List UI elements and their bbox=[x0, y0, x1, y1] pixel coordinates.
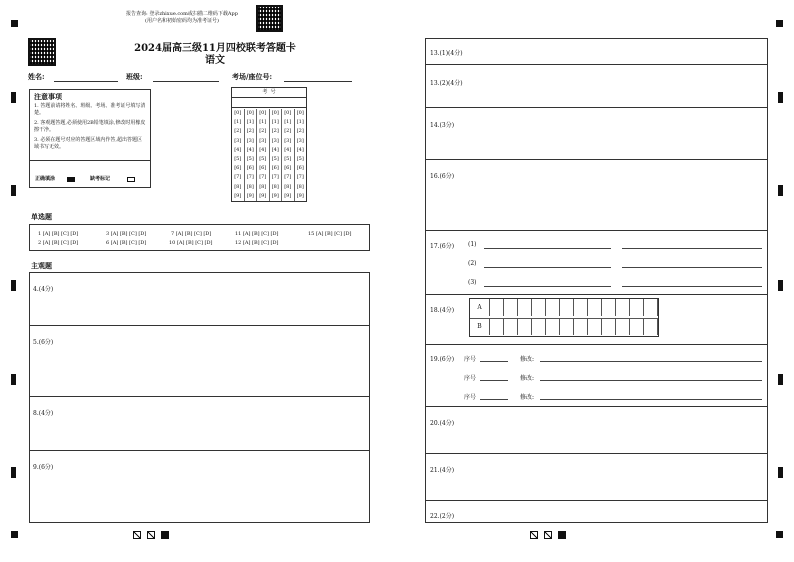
exam-digit-bubble[interactable]: [0] bbox=[234, 110, 242, 116]
exam-digit-bubble[interactable]: [5] bbox=[296, 156, 304, 163]
exam-digit-bubble[interactable]: [5] bbox=[234, 156, 242, 163]
sheet-title: 2024届高三级11月四校联考答题卡 bbox=[134, 43, 296, 54]
q13-1-label: 13.(1)(4分) bbox=[430, 50, 463, 57]
exam-digit-bubble[interactable]: [7] bbox=[259, 174, 267, 181]
notes-item-3: 3. 必须在题号对应的答题区域内作答,超出答题区域书写无效。 bbox=[34, 137, 142, 150]
exam-digit-bubble[interactable]: [6] bbox=[234, 165, 242, 172]
exam-digit-bubble[interactable]: [9] bbox=[259, 192, 267, 199]
exam-digit-bubble[interactable]: [7] bbox=[246, 174, 254, 181]
q18-label: 18.(4分) bbox=[430, 307, 455, 314]
notes-item-2: 2. 客观题答题,必须使用2B铅笔填涂,修改时用橡皮擦干净。 bbox=[34, 120, 146, 133]
exam-digit-bubble[interactable]: [3] bbox=[284, 137, 292, 144]
q9-label: 9.(6分) bbox=[33, 464, 54, 471]
exam-digit-bubble[interactable]: [7] bbox=[234, 174, 242, 181]
q17-sub-2: (2) bbox=[468, 260, 477, 267]
q14-label: 14.(3分) bbox=[430, 122, 455, 129]
q13-1-divider bbox=[426, 64, 767, 65]
exam-digit-bubble[interactable]: [5] bbox=[284, 156, 292, 163]
q19-label: 19.(6分) bbox=[430, 356, 455, 363]
correct-fill-sample bbox=[67, 177, 75, 182]
q21-divider bbox=[426, 500, 767, 501]
name-label: 姓名: bbox=[28, 72, 45, 81]
exam-digit-bubble[interactable]: [2] bbox=[259, 128, 267, 135]
exam-digit-bubble[interactable]: [4] bbox=[259, 146, 267, 153]
exam-digit-bubble[interactable]: [0] bbox=[271, 110, 279, 116]
exam-digit-bubble[interactable]: [2] bbox=[284, 128, 292, 135]
exam-digit-bubble[interactable]: [3] bbox=[271, 137, 279, 144]
q17-line-3b[interactable] bbox=[622, 277, 762, 287]
mc-question[interactable]: 6 [A] [B] [C] [D] bbox=[106, 240, 147, 246]
exam-digit-bubble[interactable]: [5] bbox=[246, 156, 254, 163]
mc-question[interactable]: 7 [A] [B] [C] [D] bbox=[171, 231, 212, 237]
exam-digit-bubble[interactable]: [9] bbox=[246, 192, 254, 199]
q17-sub-1: (1) bbox=[468, 241, 477, 248]
q8-label: 8.(4分) bbox=[33, 410, 54, 417]
exam-digit-bubble[interactable]: [0] bbox=[259, 110, 267, 116]
q17-divider bbox=[426, 294, 767, 295]
align-mark bbox=[11, 280, 16, 291]
exam-digit-bubble[interactable]: [3] bbox=[296, 137, 304, 144]
exam-digit-bubble[interactable]: [1] bbox=[259, 119, 267, 126]
exam-number-column bbox=[257, 109, 270, 201]
exam-digit-bubble[interactable]: [6] bbox=[246, 165, 254, 172]
page-mark-slash bbox=[147, 531, 155, 539]
q17-line-2a[interactable] bbox=[484, 258, 611, 268]
subject-title: 语文 bbox=[205, 55, 225, 66]
q17-line-1b[interactable] bbox=[622, 239, 762, 249]
mc-box bbox=[29, 224, 370, 251]
exam-digit-bubble[interactable]: [9] bbox=[234, 192, 242, 199]
align-mark bbox=[778, 280, 783, 291]
q18-grid bbox=[469, 298, 659, 337]
q19-seq-1: 序号 bbox=[464, 356, 477, 363]
exam-digit-bubble[interactable]: [7] bbox=[284, 174, 292, 181]
exam-digit-bubble[interactable]: [1] bbox=[234, 119, 242, 126]
q5-label: 5.(6分) bbox=[33, 339, 54, 346]
q8-divider bbox=[30, 450, 369, 451]
page-mark-slash bbox=[544, 531, 552, 539]
align-mark bbox=[11, 185, 16, 196]
class-label: 班级: bbox=[126, 72, 143, 81]
exam-digit-bubble[interactable]: [6] bbox=[284, 165, 292, 172]
exam-number-label: 考 号 bbox=[262, 89, 276, 95]
exam-digit-bubble[interactable]: [2] bbox=[234, 128, 242, 135]
exam-digit-bubble[interactable]: [7] bbox=[296, 174, 304, 181]
mc-question[interactable]: 15 [A] [B] [C] [D] bbox=[308, 231, 352, 237]
report-notice-line2: (用户名和初始密码均为准考证号) bbox=[145, 18, 219, 24]
exam-digit-bubble[interactable]: [2] bbox=[246, 128, 254, 135]
corner-mark-top-left bbox=[11, 20, 18, 27]
exam-digit-bubble[interactable]: [3] bbox=[234, 137, 242, 144]
exam-digit-bubble[interactable]: [4] bbox=[234, 146, 242, 153]
align-mark bbox=[778, 467, 783, 478]
exam-digit-bubble[interactable]: [0] bbox=[284, 110, 292, 116]
q18-row-a-label: A bbox=[470, 299, 490, 316]
exam-digit-bubble[interactable]: [4] bbox=[271, 146, 279, 153]
mc-question[interactable]: 2 [A] [B] [C] [D] bbox=[38, 240, 79, 246]
q20-divider bbox=[426, 453, 767, 454]
q19-seq-line-3[interactable] bbox=[480, 390, 508, 400]
exam-number-column bbox=[295, 109, 307, 201]
exam-number-divider bbox=[232, 97, 306, 98]
q18-row-a bbox=[470, 299, 658, 319]
exam-number-grid bbox=[231, 87, 307, 202]
q19-seq-2: 序号 bbox=[464, 375, 477, 382]
exam-digit-bubble[interactable]: [8] bbox=[259, 183, 267, 190]
exam-digit-bubble[interactable]: [1] bbox=[284, 119, 292, 126]
exam-digit-bubble[interactable]: [2] bbox=[271, 128, 279, 135]
exam-digit-bubble[interactable]: [6] bbox=[296, 165, 304, 172]
q19-fix-line-1[interactable] bbox=[540, 352, 762, 362]
align-mark bbox=[778, 374, 783, 385]
exam-number-column bbox=[245, 109, 258, 201]
mc-question[interactable]: 12 [A] [B] [C] [D] bbox=[235, 240, 279, 246]
name-field[interactable] bbox=[54, 72, 118, 82]
exam-digit-bubble[interactable]: [9] bbox=[271, 192, 279, 199]
q14-divider bbox=[426, 159, 767, 160]
mc-question[interactable]: 1 [A] [B] [C] [D] bbox=[38, 231, 79, 237]
q13-2-divider bbox=[426, 107, 767, 108]
mc-title: 单选题 bbox=[31, 212, 52, 221]
seat-label: 考场/座位号: bbox=[232, 72, 273, 81]
seat-field[interactable] bbox=[284, 72, 352, 82]
q5-divider bbox=[30, 396, 369, 397]
exam-digit-bubble[interactable]: [8] bbox=[234, 183, 242, 190]
subjective-title: 主观题 bbox=[31, 261, 52, 270]
exam-digit-bubble[interactable]: [1] bbox=[271, 119, 279, 126]
q4-label: 4.(4分) bbox=[33, 286, 54, 293]
page-mark-slash bbox=[530, 531, 538, 539]
exam-digit-bubble[interactable]: [5] bbox=[259, 156, 267, 163]
align-mark bbox=[778, 92, 783, 103]
exam-digit-bubble[interactable]: [4] bbox=[296, 146, 304, 153]
q19-fix-1: 修改: bbox=[520, 356, 535, 363]
exam-digit-bubble[interactable]: [3] bbox=[246, 137, 254, 144]
exam-number-column bbox=[232, 109, 245, 201]
corner-mark-bottom-right bbox=[776, 531, 783, 538]
exam-number-column bbox=[270, 109, 283, 201]
q16-divider bbox=[426, 230, 767, 231]
subjective-box-right bbox=[425, 38, 768, 523]
exam-digit-bubble[interactable]: [8] bbox=[271, 183, 279, 190]
app-qr-code bbox=[256, 5, 283, 32]
exam-digit-bubble[interactable]: [9] bbox=[284, 192, 292, 199]
align-mark bbox=[778, 185, 783, 196]
exam-digit-bubble[interactable]: [1] bbox=[246, 119, 254, 126]
report-notice-line1: 报告查询: 登录zhixue.com或扫描二维码下载App bbox=[126, 11, 238, 17]
q19-seq-3: 序号 bbox=[464, 394, 477, 401]
notes-item-1: 1. 答题前请将姓名、班级、考场、准考证号填写清楚。 bbox=[34, 103, 146, 116]
q17-line-2b[interactable] bbox=[622, 258, 762, 268]
exam-digit-bubble[interactable]: [8] bbox=[284, 183, 292, 190]
q19-seq-line-2[interactable] bbox=[480, 371, 508, 381]
q17-sub-3: (3) bbox=[468, 279, 477, 286]
q22-label: 22.(2分) bbox=[430, 513, 455, 520]
q17-label: 17.(6分) bbox=[430, 243, 455, 250]
page-mark-solid bbox=[161, 531, 169, 539]
corner-mark-bottom-left bbox=[11, 531, 18, 538]
q4-divider bbox=[30, 325, 369, 326]
q18-row-b bbox=[470, 318, 658, 337]
q19-fix-line-3[interactable] bbox=[540, 390, 762, 400]
mc-question[interactable]: 11 [A] [B] [C] [D] bbox=[235, 231, 279, 237]
exam-digit-bubble[interactable]: [6] bbox=[271, 165, 279, 172]
align-mark bbox=[11, 467, 16, 478]
exam-number-columns bbox=[232, 109, 306, 201]
q19-fix-3: 修改: bbox=[520, 394, 535, 401]
corner-mark-top-right bbox=[776, 20, 783, 27]
exam-number-write-row bbox=[232, 107, 306, 108]
q18-divider bbox=[426, 344, 767, 345]
exam-digit-bubble[interactable]: [9] bbox=[296, 192, 304, 199]
subjective-box-left bbox=[29, 272, 370, 523]
page-mark-slash bbox=[133, 531, 141, 539]
q19-divider bbox=[426, 406, 767, 407]
q17-line-1a[interactable] bbox=[484, 239, 611, 249]
notes-box bbox=[29, 89, 151, 188]
exam-number-column bbox=[282, 109, 295, 201]
exam-digit-bubble[interactable]: [6] bbox=[259, 165, 267, 172]
q18-row-b-label: B bbox=[470, 318, 490, 335]
notes-divider bbox=[30, 160, 150, 161]
q13-2-label: 13.(2)(4分) bbox=[430, 80, 463, 87]
q20-label: 20.(4分) bbox=[430, 420, 455, 427]
notes-title: 注意事项 bbox=[34, 92, 62, 101]
exam-digit-bubble[interactable]: [0] bbox=[296, 110, 304, 116]
exam-digit-bubble[interactable]: [2] bbox=[296, 128, 304, 135]
mc-question[interactable]: 10 [A] [B] [C] [D] bbox=[169, 240, 213, 246]
exam-digit-bubble[interactable]: [5] bbox=[271, 156, 279, 163]
exam-digit-bubble[interactable]: [1] bbox=[296, 119, 304, 126]
page-mark-solid bbox=[558, 531, 566, 539]
q21-label: 21.(4分) bbox=[430, 467, 455, 474]
q19-seq-line-1[interactable] bbox=[480, 352, 508, 362]
exam-digit-bubble[interactable]: [8] bbox=[246, 183, 254, 190]
q17-line-3a[interactable] bbox=[484, 277, 611, 287]
exam-digit-bubble[interactable]: [0] bbox=[246, 110, 254, 116]
exam-digit-bubble[interactable]: [8] bbox=[296, 183, 304, 190]
q19-fix-line-2[interactable] bbox=[540, 371, 762, 381]
align-mark bbox=[11, 374, 16, 385]
q19-fix-2: 修改: bbox=[520, 375, 535, 382]
missing-mark-box[interactable] bbox=[127, 177, 135, 182]
missing-mark-label: 缺考标记 bbox=[90, 176, 111, 182]
align-mark bbox=[11, 92, 16, 103]
class-field[interactable] bbox=[153, 72, 219, 82]
student-qr-code bbox=[28, 38, 56, 66]
exam-digit-bubble[interactable]: [4] bbox=[284, 146, 292, 153]
exam-digit-bubble[interactable]: [3] bbox=[259, 137, 267, 144]
q16-label: 16.(6分) bbox=[430, 173, 455, 180]
exam-digit-bubble[interactable]: [7] bbox=[271, 174, 279, 181]
mc-question[interactable]: 3 [A] [B] [C] [D] bbox=[106, 231, 147, 237]
correct-fill-label: 正确填涂 bbox=[35, 176, 56, 182]
exam-digit-bubble[interactable]: [4] bbox=[246, 146, 254, 153]
report-notice bbox=[112, 11, 252, 25]
